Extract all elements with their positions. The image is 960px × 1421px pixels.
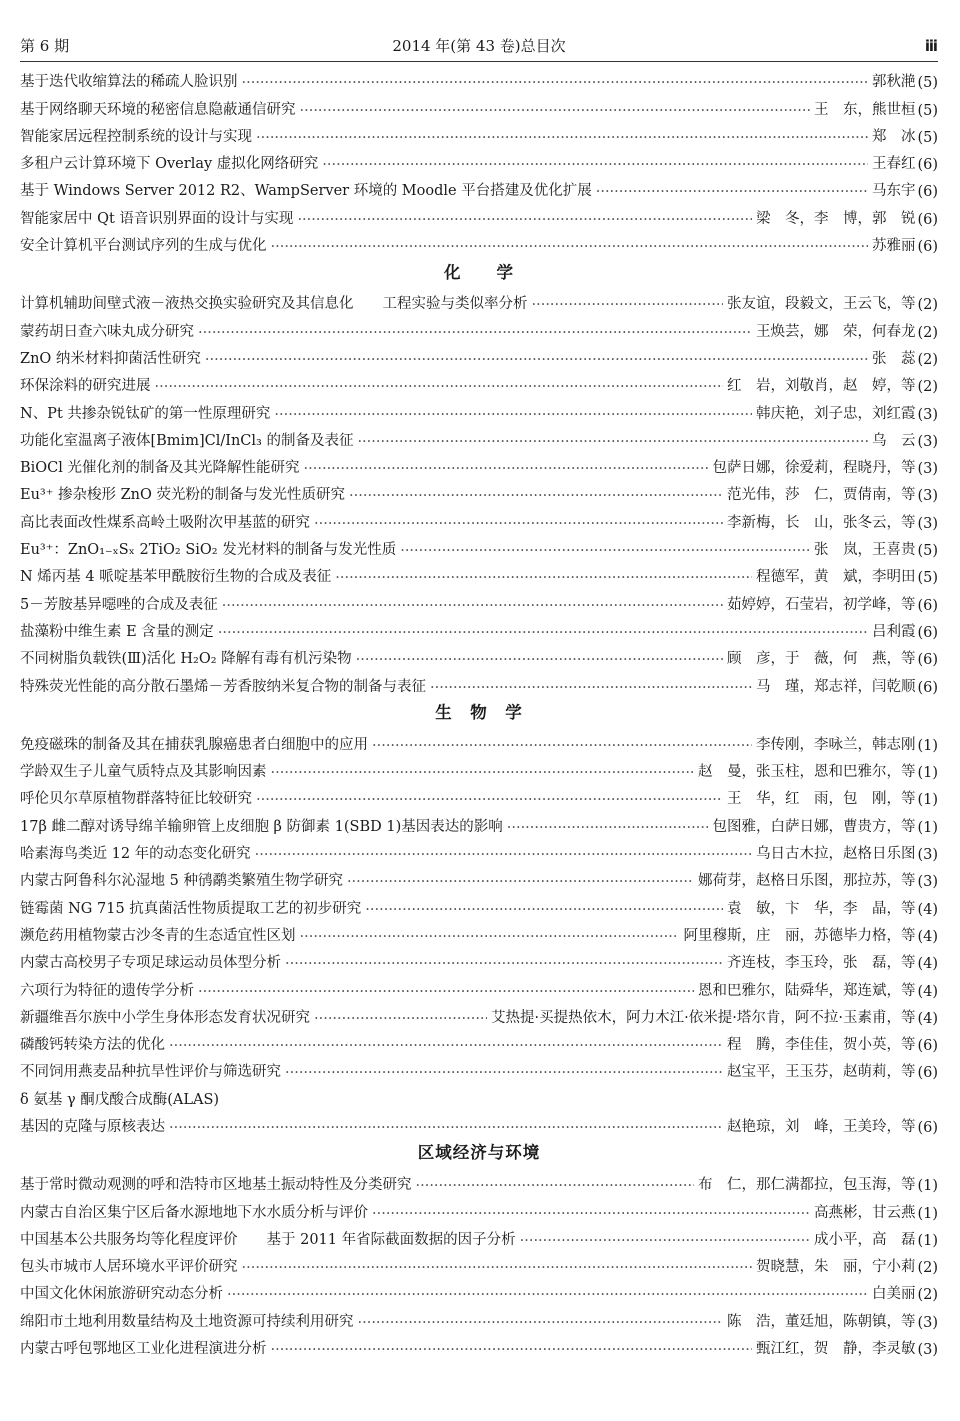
toc-entry [20, 1303, 938, 1330]
toc-entry [20, 1081, 938, 1108]
entry-authors: 郑 冰 [871, 128, 916, 145]
leader-dots [400, 543, 810, 559]
leader-dots [335, 570, 752, 586]
toc-entry [20, 119, 938, 146]
entry-authors: 梁 冬，李 博，郭 锐 [755, 210, 916, 227]
leader-dots [205, 352, 868, 368]
toc-entry [20, 341, 938, 368]
entry-issue: (1) [917, 819, 938, 836]
toc-entry [20, 808, 938, 835]
entry-authors: 王 东，熊世桓 [813, 101, 916, 118]
toc-entry [20, 286, 938, 313]
entry-issue: (1) [917, 792, 938, 809]
leader-dots [358, 1315, 723, 1331]
leader-dots [227, 1287, 868, 1303]
section-heading: 区域经济与环境 [417, 1143, 541, 1163]
leader-dots [365, 902, 723, 918]
leader-dots [300, 103, 810, 119]
entry-issue: (3) [917, 406, 938, 423]
entry-issue: (2) [917, 379, 938, 396]
toc-entry [20, 863, 938, 890]
leader-dots [274, 407, 752, 423]
leader-dots [271, 765, 694, 781]
leader-dots [256, 130, 868, 146]
toc-entry [20, 727, 938, 754]
leader-dots [314, 516, 723, 532]
entry-issue: (5) [917, 102, 938, 119]
entry-issue: (1) [917, 765, 938, 782]
toc-entry [20, 313, 938, 340]
leader-dots [155, 379, 723, 395]
entry-title: 新疆维吾尔族中小学生身体形态发育状况研究 [20, 1009, 310, 1026]
entry-authors: 王焕芸，娜 荣，何春龙 [755, 323, 916, 340]
toc-entry [20, 586, 938, 613]
entry-authors: 李传刚，李咏兰，韩志刚 [755, 736, 916, 753]
entry-authors: 马东宇 [871, 183, 916, 200]
toc-entry [20, 641, 938, 668]
entry-authors: 乌日古木拉，赵格日乐图 [755, 846, 916, 863]
toc-body [20, 64, 938, 1358]
entry-issue: (3) [917, 488, 938, 505]
entry-issue: (1) [917, 1205, 938, 1222]
entry-title: 中国基本公共服务均等化程度评价 基于 2011 年省际截面数据的因子分析 [20, 1231, 516, 1248]
entry-authors: 袁 敏，卞 华，李 晶，等 [726, 900, 916, 917]
entry-authors: 赵 曼，张玉柱，恩和巴雅尔，等 [697, 764, 916, 781]
entry-authors: 红 岩，刘敬肖，赵 婷，等 [726, 378, 916, 395]
entry-title: 基于网络聊天环境的秘密信息隐蔽通信研究 [20, 101, 296, 118]
entry-title: 内蒙古自治区集宁区后备水源地地下水水质分析与评价 [20, 1204, 368, 1221]
toc-entry [20, 945, 938, 972]
entry-authors: 苏雅丽 [871, 238, 916, 255]
entry-authors: 娜荷芽，赵格日乐图，那拉苏，等 [697, 873, 916, 890]
entry-title: 基于 Windows Server 2012 R2、WampServer 环境的 Moodle 平台搭建及优化扩展 [20, 183, 592, 200]
entry-issue: (1) [917, 1178, 938, 1195]
toc-entry [20, 890, 938, 917]
entry-authors: 陈 浩，董廷旭，陈朝镇，等 [726, 1313, 916, 1330]
leader-dots [596, 184, 868, 200]
toc-entry [20, 972, 938, 999]
running-title: 2014 年(第 43 卷)总目次 [392, 37, 566, 55]
entry-issue: (3) [917, 461, 938, 478]
entry-title: 呼伦贝尔草原植物群落特征比较研究 [20, 791, 252, 808]
toc-entry [20, 614, 938, 641]
toc-entry [20, 754, 938, 781]
toc-entry [20, 368, 938, 395]
entry-issue: (2) [917, 351, 938, 368]
entry-issue: (2) [917, 1287, 938, 1304]
entry-title: 绵阳市土地利用数量结构及土地资源可持续利用研究 [20, 1313, 354, 1330]
entry-title: 哈素海鸟类近 12 年的动态变化研究 [20, 846, 251, 863]
leader-dots [255, 847, 752, 863]
entry-title: 六项行为特征的遗传学分析 [20, 982, 194, 999]
toc-entry [20, 1222, 938, 1249]
entry-title: Eu³⁺ 掺杂梭形 ZnO 荧光粉的制备与发光性质研究 [20, 487, 346, 504]
entry-title: Eu³⁺：ZnO₁₋ₓSₓ 2TiO₂ SiO₂ 发光材料的制备与发光性质 [20, 542, 397, 559]
toc-entry [20, 1194, 938, 1221]
entry-title: ZnO 纳米材料抑菌活性研究 [20, 350, 201, 367]
entry-authors: 包萨日娜，徐爱莉，程晓丹，等 [712, 460, 916, 477]
page-number: ⅲ [924, 37, 938, 55]
entry-title: 内蒙古高校男子专项足球运动员体型分析 [20, 955, 281, 972]
toc-entry [20, 559, 938, 586]
leader-dots [304, 461, 709, 477]
toc-entry [20, 450, 938, 477]
entry-issue: (5) [917, 543, 938, 560]
entry-title: BiOCl 光催化剂的制备及其光降解性能研究 [20, 460, 300, 477]
toc-entry [20, 395, 938, 422]
entry-issue: (6) [917, 597, 938, 614]
toc-entry [20, 532, 938, 559]
entry-authors: 赵宝平，王玉芬，赵萌莉，等 [726, 1064, 916, 1081]
entry-authors: 艾热提·买提热依木，阿力木江·依米提·塔尔肯，阿不拉·玉素甫，等 [491, 1009, 916, 1026]
leader-dots [271, 239, 868, 255]
leader-dots [300, 929, 680, 945]
entry-title: 安全计算机平台测试序列的生成与优化 [20, 238, 267, 255]
entry-issue: (4) [917, 1010, 938, 1027]
entry-issue: (3) [917, 1342, 938, 1359]
entry-issue: (3) [917, 515, 938, 532]
toc-entry [20, 1109, 938, 1136]
entry-title: 计算机辅助间壁式液－液热交换实验研究及其信息化 工程实验与类似率分析 [20, 296, 528, 313]
entry-authors: 茹婷婷，石莹岩，初学峰，等 [726, 596, 916, 613]
entry-issue: (6) [917, 239, 938, 256]
leader-dots [285, 1065, 723, 1081]
leader-dots [532, 297, 723, 313]
leader-dots [297, 212, 752, 228]
leader-dots [356, 652, 723, 668]
leader-dots [198, 984, 694, 1000]
entry-authors: 王 华，红 雨，包 刚，等 [726, 791, 916, 808]
toc-entry [20, 1167, 938, 1194]
leader-dots [430, 680, 752, 696]
toc-entry [20, 146, 938, 173]
entry-title: 5－芳胺基异噁唑的合成及表征 [20, 596, 218, 613]
toc-entry [20, 64, 938, 91]
leader-dots [314, 1011, 487, 1027]
leader-dots [169, 1120, 723, 1136]
entry-issue: (4) [917, 901, 938, 918]
entry-issue: (4) [917, 928, 938, 945]
leader-dots [372, 1206, 810, 1222]
toc-entry [20, 918, 938, 945]
entry-authors: 张 岚，王喜贵 [813, 542, 916, 559]
leader-dots [198, 325, 752, 341]
leader-dots [242, 75, 868, 91]
leader-dots [169, 1038, 723, 1054]
entry-title: 不同饲用燕麦品种抗旱性评价与筛选研究 [20, 1064, 281, 1081]
leader-dots [357, 434, 868, 450]
toc-entry [20, 836, 938, 863]
entry-authors: 张友谊，段毅文，王云飞，等 [726, 296, 916, 313]
toc-entry [20, 200, 938, 227]
toc-entry [20, 228, 938, 255]
entry-title: 17β 雌二醇对诱导绵羊输卵管上皮细胞 β 防御素 1(SBD 1)基因表达的影响 [20, 818, 503, 835]
entry-authors: 恩和巴雅尔，陆舜华，郑连斌，等 [697, 982, 916, 999]
entry-title: 特殊荧光性能的高分散石墨烯－芳香胺纳米复合物的制备与表征 [20, 678, 426, 695]
entry-issue: (2) [917, 297, 938, 314]
entry-title: 免疫磁珠的制备及其在捕获乳腺癌患者白细胞中的应用 [20, 736, 368, 753]
entry-title: 不同树脂负载铁(Ⅲ)活化 H₂O₂ 降解有毒有机污染物 [20, 651, 352, 668]
entry-authors: 齐连枝，李玉玲，张 磊，等 [726, 955, 916, 972]
entry-issue: (3) [917, 847, 938, 864]
toc-entry [20, 91, 938, 118]
entry-issue: (6) [917, 679, 938, 696]
toc-entry [20, 423, 938, 450]
entry-authors: 包图雅，白萨日娜，曹贵方，等 [712, 818, 916, 835]
entry-issue: (6) [917, 624, 938, 641]
entry-issue: (6) [917, 1065, 938, 1082]
entry-issue: (6) [917, 211, 938, 228]
entry-issue: (5) [917, 570, 938, 587]
entry-title: 包头市城市人居环境水平评价研究 [20, 1259, 238, 1276]
entry-issue: (1) [917, 737, 938, 754]
toc-entry [20, 781, 938, 808]
entry-authors: 顾 彦，于 薇，何 燕，等 [726, 651, 916, 668]
entry-issue: (2) [917, 1260, 938, 1277]
entry-authors: 李新梅，长 山，张冬云，等 [726, 514, 916, 531]
leader-dots [520, 1233, 810, 1249]
leader-dots [347, 874, 694, 890]
toc-entry [20, 1331, 938, 1358]
entry-issue: (6) [917, 1119, 938, 1136]
toc-entry [20, 504, 938, 531]
section-heading: 化 学 [444, 262, 514, 282]
toc-entry [20, 1027, 938, 1054]
entry-authors: 白美丽 [871, 1286, 916, 1303]
entry-title: 学龄双生子儿童气质特点及其影响因素 [20, 764, 267, 781]
entry-title: 磷酸钙转染方法的优化 [20, 1037, 165, 1054]
entry-authors: 乌 云 [871, 432, 916, 449]
page-header [20, 0, 938, 64]
entry-title: 基于常时微动观测的呼和浩特市区地基土振动特性及分类研究 [20, 1177, 412, 1194]
entry-authors: 高燕彬，甘云燕 [813, 1204, 916, 1221]
issue-number: 第 6 期 [20, 37, 70, 55]
entry-title: 中国文化休闲旅游研究动态分析 [20, 1286, 223, 1303]
entry-title: 环保涂料的研究进展 [20, 378, 151, 395]
toc-entry [20, 477, 938, 504]
entry-title: 基因的克隆与原核表达 [20, 1118, 165, 1135]
entry-authors: 贺晓慧，朱 丽，宁小莉 [755, 1259, 916, 1276]
leader-dots [271, 1342, 752, 1358]
entry-title: 内蒙古阿鲁科尔沁湿地 5 种鸻鹬类繁殖生物学研究 [20, 873, 343, 890]
entry-title: δ 氨基 γ 酮戊酸合成酶(ALAS) [20, 1091, 220, 1108]
entry-issue: (4) [917, 956, 938, 973]
leader-dots [349, 488, 723, 504]
toc-entry [20, 1249, 938, 1276]
leader-dots [507, 820, 709, 836]
entry-issue: (3) [917, 874, 938, 891]
entry-title: N、Pt 共掺杂锐钛矿的第一性原理研究 [20, 405, 271, 422]
entry-title: 链霉菌 NG 715 抗真菌活性物质提取工艺的初步研究 [20, 900, 362, 917]
entry-authors: 范光伟，莎 仁，贾倩南，等 [726, 487, 916, 504]
leader-dots [372, 738, 752, 754]
leader-dots [285, 956, 723, 972]
entry-authors: 程 腾，李佳佳，贺小英，等 [726, 1037, 916, 1054]
entry-authors: 程德军，黄 斌，李明田 [755, 569, 916, 586]
leader-dots [222, 598, 723, 614]
entry-authors: 阿里穆斯，庄 丽，苏德毕力格，等 [683, 927, 916, 944]
entry-issue: (5) [917, 75, 938, 92]
entry-issue: (2) [917, 324, 938, 341]
toc-entry [20, 173, 938, 200]
entry-title: 功能化室温离子液体[Bmim]Cl/InCl₃ 的制备及表征 [20, 432, 354, 449]
toc-entry [20, 1000, 938, 1027]
entry-authors: 吕利霞 [871, 623, 916, 640]
leader-dots [242, 1260, 752, 1276]
entry-issue: (6) [917, 184, 938, 201]
entry-authors: 布 仁，那仁满都拉，包玉海，等 [697, 1177, 916, 1194]
entry-title: 蒙药胡日查六味丸成分研究 [20, 323, 194, 340]
entry-title: 内蒙古呼包鄂地区工业化进程演进分析 [20, 1341, 267, 1358]
entry-title: N 烯丙基 4 哌啶基苯甲酰胺衍生物的合成及表征 [20, 569, 332, 586]
entry-authors: 马 瑾，郑志祥，闫乾顺 [755, 678, 916, 695]
leader-dots [416, 1178, 694, 1194]
entry-issue: (1) [917, 1232, 938, 1249]
leader-dots [322, 157, 868, 173]
entry-authors: 张 蕊 [871, 350, 916, 367]
entry-issue: (3) [917, 433, 938, 450]
entry-title: 高比表面改性煤系高岭土吸附次甲基蓝的研究 [20, 514, 310, 531]
leader-dots [218, 625, 868, 641]
entry-title: 智能家居中 Qt 语音识别界面的设计与实现 [20, 210, 294, 227]
entry-title: 多租户云计算环境下 Overlay 虚拟化网络研究 [20, 156, 319, 173]
header-rule [20, 61, 938, 62]
toc-entry [20, 1054, 938, 1081]
entry-authors: 王春红 [871, 156, 916, 173]
entry-authors: 甄江红，贺 静，李灵敏 [755, 1341, 916, 1358]
entry-title: 盐藻粉中维生素 E 含量的测定 [20, 623, 214, 640]
entry-issue: (6) [917, 652, 938, 669]
section-heading: 生 物 学 [435, 703, 523, 723]
entry-authors: 韩庆艳，刘子忠，刘红霞 [755, 405, 916, 422]
entry-issue: (3) [917, 1314, 938, 1331]
entry-title: 智能家居远程控制系统的设计与实现 [20, 128, 252, 145]
entry-authors: 郭秋滟 [871, 74, 916, 91]
entry-authors: 赵艳琼，刘 峰，王美玲，等 [726, 1118, 916, 1135]
entry-title: 基于迭代收缩算法的稀疏人脸识别 [20, 74, 238, 91]
entry-authors: 成小平，高 磊 [813, 1231, 916, 1248]
toc-entry [20, 668, 938, 695]
entry-issue: (4) [917, 983, 938, 1000]
toc-entry [20, 1276, 938, 1303]
entry-issue: (5) [917, 129, 938, 146]
entry-issue: (6) [917, 1038, 938, 1055]
leader-dots [256, 792, 723, 808]
entry-issue: (6) [917, 157, 938, 174]
entry-title: 濒危药用植物蒙古沙冬青的生态适宜性区划 [20, 927, 296, 944]
